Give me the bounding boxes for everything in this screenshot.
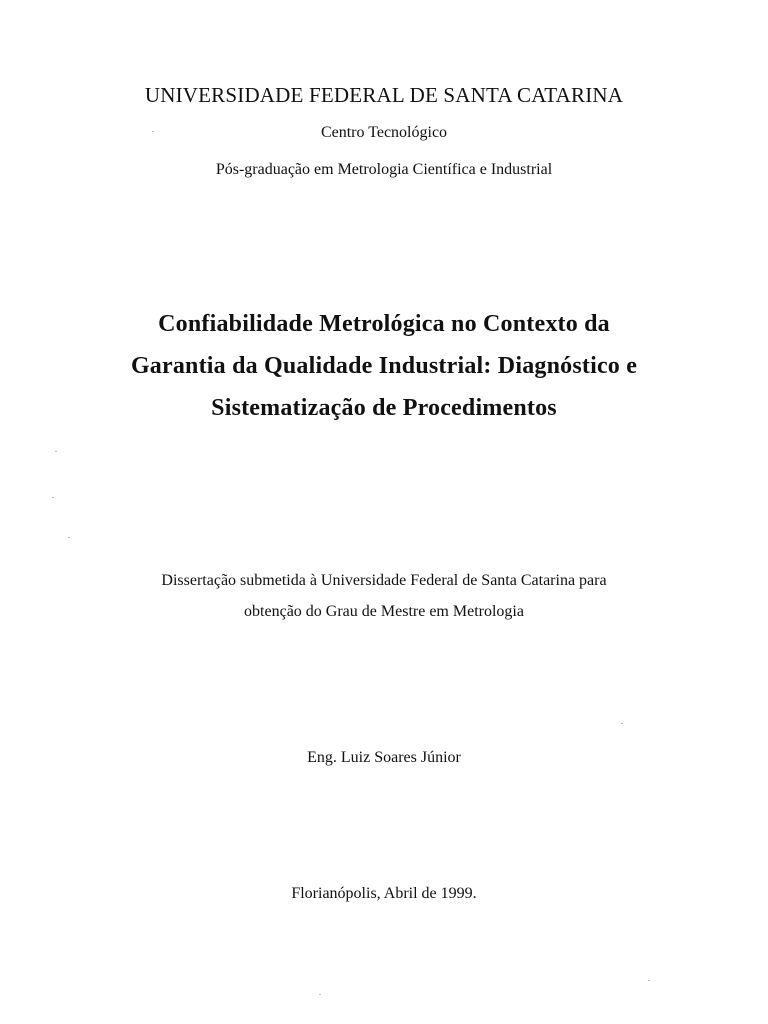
university-name: UNIVERSIDADE FEDERAL DE SANTA CATARINA — [144, 83, 624, 107]
scan-speck — [621, 723, 623, 724]
program-name: Pós-graduação em Metrologia Científica e Industrial — [215, 161, 553, 178]
dissertation-statement-line-1: Dissertação submetida à Universidade Federal de Santa Catarina para — [161, 572, 607, 589]
author-name: Eng. Luiz Soares Júnior — [307, 749, 461, 766]
dissertation-title-line-3: Sistematização de Procedimentos — [211, 395, 557, 421]
scan-speck — [648, 980, 650, 981]
scan-speck — [152, 131, 154, 132]
dissertation-statement-line-2: obtenção do Grau de Mestre em Metrologia — [244, 603, 524, 620]
place-and-date: Florianópolis, Abril de 1999. — [291, 885, 477, 902]
dissertation-title-line-2: Garantia da Qualidade Industrial: Diagnóstico e — [130, 353, 638, 379]
scan-speck — [319, 994, 321, 995]
center-name: Centro Tecnológico — [320, 124, 448, 141]
scan-speck — [55, 451, 57, 452]
scan-speck — [68, 537, 70, 538]
scan-speck — [52, 497, 54, 498]
dissertation-title-line-1: Confiabilidade Metrológica no Contexto da — [158, 311, 610, 337]
